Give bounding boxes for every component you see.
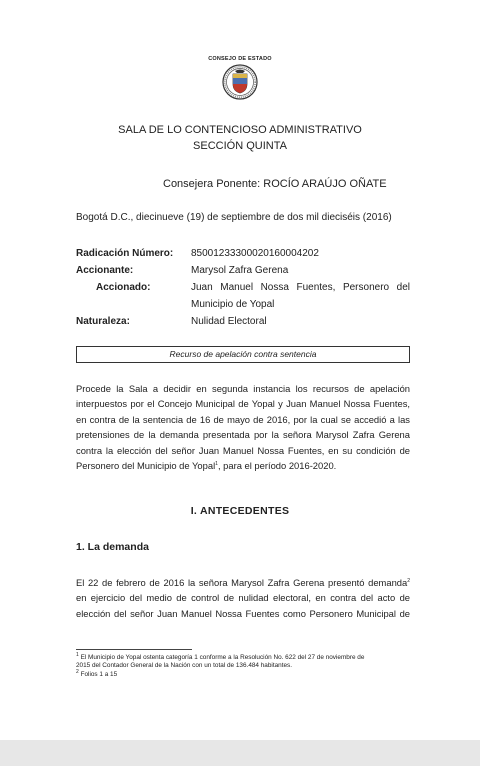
date-line: Bogotá D.C., diecinueve (19) de septiembre de dos mil dieciséis (2016) bbox=[76, 212, 392, 223]
section-antecedentes: I. ANTECEDENTES bbox=[190, 505, 290, 517]
footnote-divider bbox=[76, 649, 192, 650]
page-gap bbox=[0, 740, 480, 766]
ponente-line bbox=[163, 178, 387, 190]
ponente-label: Consejera Ponente: bbox=[163, 178, 261, 190]
radicacion-value: 85001233300020160004202 bbox=[191, 248, 319, 259]
intro-line: en contra de la sentencia de 16 de mayo de 2016, por la cual se accedió a las bbox=[76, 413, 410, 425]
coat-of-arms-seal-icon bbox=[222, 64, 258, 100]
intro-paragraph bbox=[76, 381, 410, 473]
accionado-value-line2: Municipio de Yopal bbox=[191, 299, 275, 310]
demanda-line: elección del señor Juan Manuel Nossa Fuentes como Personero Municipal de bbox=[76, 607, 410, 619]
naturaleza-label: Naturaleza: bbox=[76, 316, 130, 327]
ponente-name: ROCÍO ARAÚJO OÑATE bbox=[263, 178, 387, 190]
intro-line: contra la elección del señor Juan Manuel Nossa Fuentes, en su condición de bbox=[76, 444, 410, 456]
footnote-1: $^1$ El Municipio de Yopal ostenta categoría 1 conforme a la Resolución No. 622 del 27 de noviembre de 2015 del Contador General de la Nación con un total de 136.484 habitantes. bbox=[76, 651, 365, 670]
accionado-value-line1: Juan Manuel Nossa Fuentes, Personero del bbox=[191, 282, 410, 293]
intro-last-line: Personero del Municipio de Yopal$^1$, para el período 2016-2020. bbox=[76, 460, 337, 472]
accionante-value: Marysol Zafra Gerena bbox=[191, 265, 289, 276]
naturaleza-value: Nulidad Electoral bbox=[191, 316, 267, 327]
footnote-2: $^2$ Folios 1 a 15 bbox=[76, 668, 118, 678]
demanda-paragraph bbox=[76, 575, 410, 621]
institution-name: CONSEJO DE ESTADO bbox=[208, 56, 272, 62]
accionado-label: Accionado: bbox=[96, 282, 151, 293]
sala-heading: SALA DE LO CONTENCIOSO ADMINISTRATIVO bbox=[118, 124, 362, 136]
demanda-line: en ejercicio del medio de control de nulidad electoral, en contra del acto de bbox=[76, 592, 410, 604]
seccion-heading: SECCIÓN QUINTA bbox=[193, 140, 287, 152]
footnote-ref-1[interactable]: 1 bbox=[215, 460, 218, 467]
appeal-box: Recurso de apelación contra sentencia bbox=[76, 346, 410, 363]
intro-line: Procede la Sala a decidir en segunda instancia los recursos de apelación bbox=[76, 383, 410, 394]
intro-line: interpuestos por el Concejo Municipal de Yopal y Juan Manuel Nossa Fuentes, bbox=[76, 398, 410, 410]
intro-line: pretensiones de la demanda presentada por la señora Marysol Zafra Gerena bbox=[76, 429, 410, 441]
footnote-ref-2[interactable]: 2 bbox=[407, 577, 410, 584]
demanda-line: El 22 de febrero de 2016 la señora Marysol Zafra Gerena presentó demanda$^2$ bbox=[76, 577, 410, 588]
subsection-la-demanda: 1. La demanda bbox=[76, 541, 149, 553]
accionante-label: Accionante: bbox=[76, 265, 134, 276]
radicacion-label: Radicación Número: bbox=[76, 248, 174, 259]
